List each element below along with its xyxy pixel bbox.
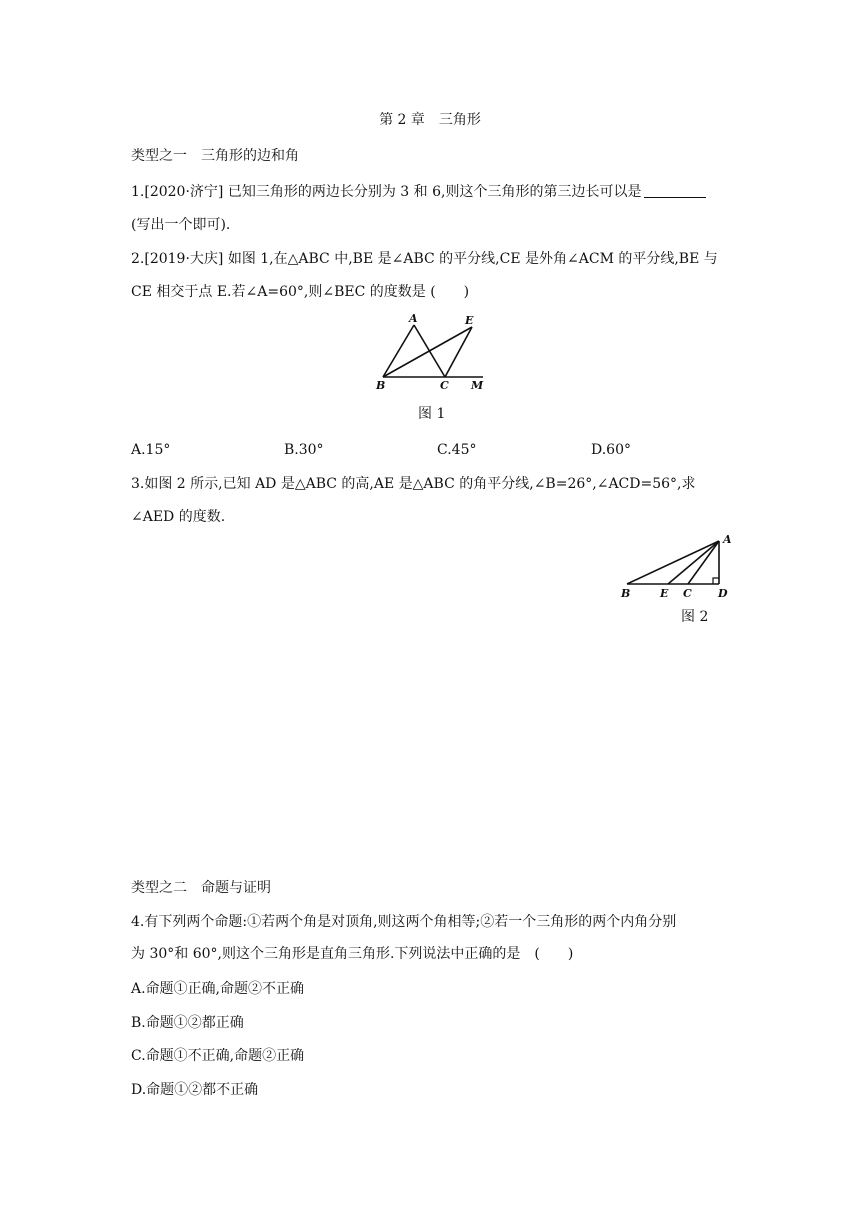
right-angle-mark: [713, 578, 719, 584]
question-text: 已知三角形的两边长分别为 3 和 6,则这个三角形的第三边长可以是: [227, 184, 642, 200]
question-number: 1.: [131, 184, 145, 200]
figure-1-caption: 图 1: [418, 406, 446, 422]
option-d[interactable]: D.60°: [591, 442, 631, 458]
label-c: C: [440, 379, 449, 392]
question-4-option-c[interactable]: C.命题①不正确,命题②正确: [131, 1048, 305, 1064]
question-source: [2020·济宁]: [144, 184, 224, 200]
label-a: A: [723, 533, 732, 546]
question-number: 2.: [131, 251, 145, 267]
label-a: A: [409, 312, 418, 325]
question-2-line-2: CE 相交于点 E.若∠A=60°,则∠BEC 的度数是 ( ): [131, 284, 470, 300]
question-4-line-1: 4.有下列两个命题:①若两个角是对顶角,则这两个角相等;②若一个三角形的两个内角分别: [131, 914, 677, 930]
option-b[interactable]: B.30°: [284, 442, 324, 458]
label-b: B: [621, 587, 631, 600]
question-4-line-2: 为 30°和 60°,则这个三角形是直角三角形.下列说法中正确的是 ( ): [131, 946, 574, 962]
question-1-note: (写出一个即可).: [131, 217, 231, 233]
option-a[interactable]: A.15°: [131, 442, 171, 458]
label-c: C: [683, 587, 692, 600]
question-source: [2019·大庆]: [144, 251, 224, 267]
question-text-line-1: 如图 1,在△ABC 中,BE 是∠ABC 的平分线,CE 是外角∠ACM 的平分线,BE 与: [227, 251, 718, 267]
chapter-title: 第 2 章 三角形: [379, 112, 481, 128]
answer-blank[interactable]: [644, 183, 706, 198]
question-4-option-d[interactable]: D.命题①②都不正确: [131, 1082, 259, 1098]
figure-1-diagram: [370, 312, 494, 392]
label-e: E: [465, 314, 474, 327]
section-heading-2: 类型之二 命题与证明: [131, 880, 271, 896]
figure-2-caption: 图 2: [681, 609, 709, 625]
question-4-option-b[interactable]: B.命题①②都正确: [131, 1015, 244, 1031]
question-3-line-2: ∠AED 的度数.: [131, 509, 226, 525]
section-heading-1: 类型之一 三角形的边和角: [131, 148, 299, 164]
question-4-option-a[interactable]: A.命题①正确,命题②不正确: [131, 981, 305, 997]
label-b: B: [376, 379, 386, 392]
label-e: E: [660, 587, 669, 600]
line-ba: [627, 541, 719, 584]
label-d: D: [718, 587, 728, 600]
figure-2-diagram: [615, 530, 740, 602]
question-3-line-1: 3.如图 2 所示,已知 AD 是△ABC 的高,AE 是△ABC 的角平分线,∠B=26°,∠ACD=56°,求: [131, 476, 696, 492]
question-2: [131, 249, 718, 269]
question-1: [131, 182, 706, 202]
label-m: M: [471, 379, 484, 392]
option-c[interactable]: C.45°: [437, 442, 477, 458]
